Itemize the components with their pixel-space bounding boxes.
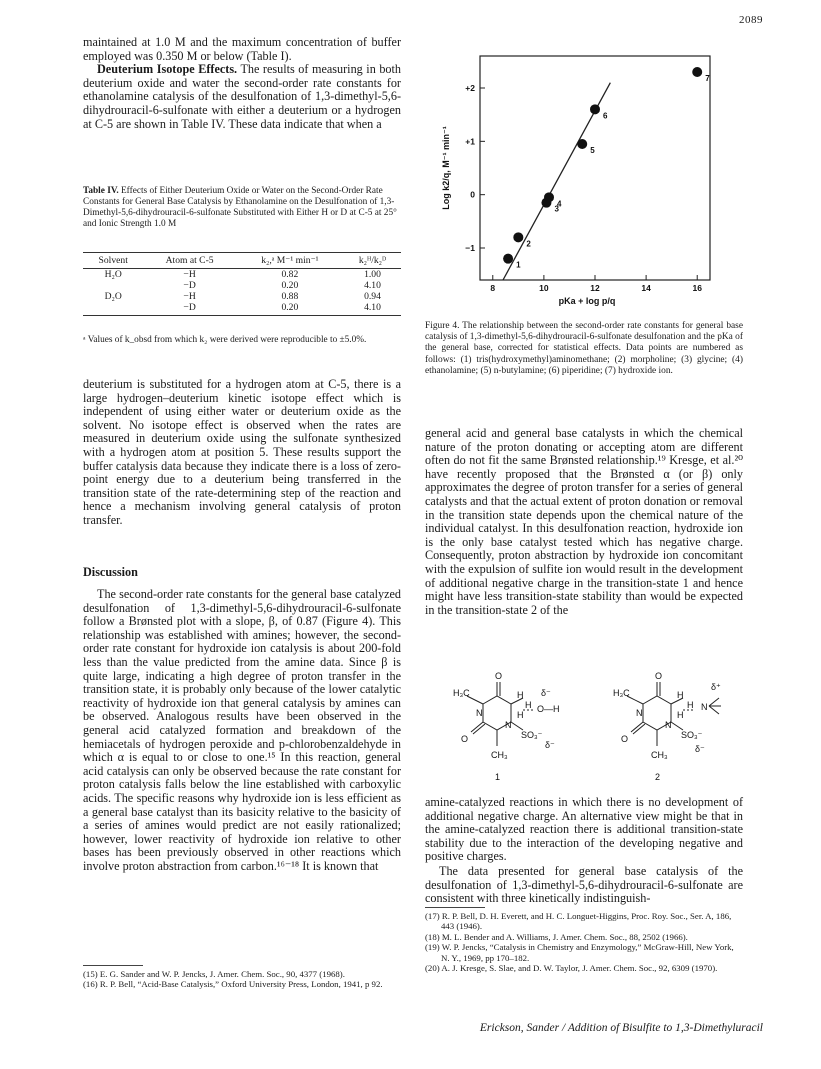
methyl-label: H₃C (613, 688, 630, 698)
table-header: k₂,ᵃ M⁻¹ min⁻¹ (236, 253, 344, 269)
reference-item: (16) R. P. Bell, “Acid-Base Catalysis,” Oxford University Press, London, 1941, p 92. (83, 979, 383, 990)
carbonyl-o: O (461, 734, 469, 744)
delta-minus-label: δ⁻ (545, 740, 555, 750)
data-point-label: 4 (557, 199, 562, 209)
y-tick-label: 0 (470, 189, 475, 200)
table-header: Solvent (83, 253, 143, 269)
table-row (83, 302, 401, 316)
data-point-label: 7 (705, 74, 710, 83)
left-references (83, 969, 401, 990)
discussion-paragraph: The second-order rate constants for the general base catalyzed desulfonation of 1,3-dimethyl-5,6-dihydrouracil-6-sulfonate follow a Brønsted plot with a slope, β, of 0.87 (Figure 4). This relationship was established with amines; however, the second-order rate constant for hydroxide ion catalysis is about 200-fold less than the value predicted from the amine data. Since β is quite large, indicating a high degree of proton transfer in the transition state, it is probably only because of the lower catalytic reactivity of hydroxide ion that general catalysis by amines can be observed. Analogous results have been observed in the general acid catalyzed formation and breakdown of the hemiacetals of hydrogen peroxide and p-chlorobenzaldehyde in which α is equal to or close to one.¹⁵ In this reaction, general acid catalysis can only be observed because the rate constant for proton catalysis falls below the line established with carboxylic acids. The specific reasons why hydroxide ion is less efficient as a general base catalyst than its basicity relative to the basicity of a series of amines would predict are not easily rationalized; however, lower reactivity of hydroxide ion relative to other bases has been previously observed in other reactions which involve proton abstraction from carbon.¹⁶⁻¹⁸ It is known that (83, 587, 401, 873)
table-cell: −D (183, 280, 196, 291)
data-point (590, 104, 600, 114)
carbonyl-o: O (621, 734, 629, 744)
table-label: Table IV. (83, 186, 119, 196)
footnote-rule (83, 965, 143, 966)
sulfonate-label: SO₃⁻ (681, 730, 703, 740)
y-tick-label: −1 (465, 243, 475, 253)
reference-item: (17) R. P. Bell, D. H. Everett, and H. C. Longuet-Higgins, Proc. Roy. Soc., Ser. A, 186, 443 (1946). (425, 911, 732, 932)
table-cell: 0.20 (281, 280, 299, 291)
table-iv (83, 252, 401, 316)
ring-n: N (636, 708, 643, 718)
methyl-label: H₃C (453, 688, 470, 698)
right-paragraph-1: general acid and general base catalysts in which the chemical nature of the proton donating or accepting atom are different often do not fit the same Brønsted relationship.¹⁹ Kresge, et al.²⁰ have recently proposed that the Brønsted α (or β) only approximates the degree of proton transfer for a series of general catalysts and that the actual extent of proton donation or removal in the transition state depends upon the chemical nature of the individual catalyst. In this desulfonation reaction, hydroxide ion is the only base catalyst tested which has negative charge. Consequently, proton abstraction by hydroxide ion concomitant with the expulsion of sulfite ion would result in the development of additional negative charge in the transition-state 1 and hence might have less transition-state stability than would be expected in the transition-state 2 of the (425, 426, 743, 617)
hydrogen-label: H (517, 690, 524, 700)
table-cell: 4.10 (364, 280, 381, 291)
carbonyl-o: O (495, 671, 503, 681)
data-point-label: 3 (554, 204, 559, 214)
x-tick-label: 8 (490, 283, 496, 293)
table-cell: 4.10 (344, 302, 401, 316)
right-references (425, 911, 743, 973)
transition-state-scheme (425, 666, 743, 792)
isotope-heading: Deuterium Isotope Effects. (97, 62, 238, 77)
delta-minus-label: δ⁻ (541, 688, 551, 698)
structure-label-2: 2 (655, 772, 661, 782)
after-table-paragraph: deuterium is substituted for a hydrogen atom at C-5, there is a large hydrogen–deuterium kinetic isotope effect which is independent of using either water or deuterium oxide as the solvent. No isotope effect is observed when the rates are measured in deuterium oxide using the sulfonate synthesized with a hydrogen atom at position 5. These results support the buffer catalysis data because they indicate there is a loss of zero-point energy due to a deuterium being transferred in the transition state of the rate-determining step of the reaction and hence a mechanism involving general catalysis of proton transfer. (83, 377, 401, 527)
footnote-rule (425, 907, 485, 908)
table-header: k₂ᴴ/k₂ᴰ (344, 253, 401, 269)
data-point-label: 1 (516, 260, 521, 270)
methyl-label: CH₃ (651, 750, 668, 760)
x-axis-label: pKa + log p/q (558, 296, 616, 306)
x-tick-label: 10 (539, 283, 549, 293)
table-cell: 0.20 (236, 302, 344, 316)
data-point (503, 254, 513, 264)
data-point (692, 67, 702, 77)
isotope-paragraph (83, 63, 401, 131)
delta-plus-label: δ⁺ (711, 682, 721, 692)
figure-4-chart (435, 48, 735, 310)
table-cell: −D (143, 302, 235, 316)
x-tick-label: 16 (692, 283, 702, 293)
data-point-label: 2 (526, 239, 531, 249)
intro-paragraph: maintained at 1.0 M and the maximum concentration of buffer employed was 0.350 M or below (Table I). (83, 35, 401, 63)
right-paragraph-3: The data presented for general base catalysis of the desulfonation of 1,3-dimethyl-5,6-dihydrouracil-6-sulfonate are consistent with three kinetically indistinguish- (425, 864, 743, 906)
discussion-heading: Discussion (83, 565, 138, 579)
methyl-label: CH₃ (491, 750, 508, 760)
delta-minus-label: δ⁻ (695, 744, 705, 754)
sulfonate-label: SO₃⁻ (521, 730, 543, 740)
y-tick-label: +2 (465, 83, 475, 93)
table-cell: H₂O (104, 269, 122, 280)
hydrogen-label: H (525, 700, 532, 710)
table-cell: 1.00 (364, 269, 381, 280)
table-cell: −H (183, 291, 196, 302)
data-table (83, 252, 401, 316)
chart-root (441, 56, 710, 306)
hydroxide-label: O—H (537, 704, 560, 714)
table-header: Atom at C-5 (143, 253, 235, 269)
carbonyl-o: O (655, 671, 663, 681)
right-paragraph-2: amine-catalyzed reactions in which there is no development of additional negative charge. An alternative view might be that in the amine-catalyzed reaction there is additional transition-state stability due to the interaction of the developing negative and positive charges. (425, 795, 743, 864)
table-cell (83, 280, 143, 291)
ring-n: N (665, 720, 672, 730)
table-row (83, 291, 401, 302)
table-cell: 0.94 (364, 291, 381, 302)
isotope-text: The results of measuring in both deuterium oxide and water the second-order rate constants for ethanolamine catalysis of the desulfonation of 1,3-dimethyl-5,6-dihydrouracil-6-sulfonate with either a deuterium or a hydrogen at C-5 are shown in Table IV. These data indicate that when a (83, 62, 401, 131)
table-cell: D₂O (104, 291, 122, 302)
table-row (83, 280, 401, 291)
data-point-label: 5 (590, 146, 595, 155)
left-intro (83, 36, 401, 131)
data-point (577, 139, 587, 149)
hydrogen-label: H (677, 710, 684, 720)
amine-n: N (701, 702, 708, 712)
y-axis-label: Log k2/q, M⁻¹ min⁻¹ (441, 126, 451, 210)
reference-item: (18) M. L. Bender and A. Williams, J. Amer. Chem. Soc., 88, 2502 (1966). (425, 931, 688, 942)
data-point (544, 192, 554, 202)
table-footnote: ᵃ Values of k_obsd from which k₂ were derived were reproducible to ±5.0%. (83, 335, 367, 345)
table-cell (83, 302, 143, 316)
figure-caption: Figure 4. The relationship between the second-order rate constants for general base catalysis of 1,3-dimethyl-5,6-dihydrouracil-6-sulfonate desulfonation and the pKa of the general base, corrected for statistical effects. Data points are numbered as follows: (1) tris(hydroxymethyl)aminomethane; (2) morpholine; (3) glycine; (4) ethanolamine; (5) n-butylamine; (6) piperidine; (7) hydroxide ion. (425, 321, 743, 376)
plot-frame (480, 56, 710, 280)
reference-item: (20) A. J. Kresge, S. Slae, and D. W. Taylor, J. Amer. Chem. Soc., 92, 6309 (1970). (425, 963, 718, 974)
table-caption (83, 186, 401, 230)
x-tick-label: 14 (641, 283, 651, 293)
table-cell: 0.88 (281, 291, 299, 302)
hydrogen-label: H (517, 710, 524, 720)
ring-n: N (505, 720, 512, 730)
hydrogen-label: H (687, 700, 694, 710)
data-point-label: 6 (603, 111, 608, 121)
table-cell: −H (183, 269, 196, 280)
y-tick-label: +1 (465, 136, 475, 147)
x-tick-label: 12 (590, 283, 600, 293)
table-header-row (83, 253, 401, 269)
hydrogen-label: H (677, 690, 684, 700)
table-row (83, 269, 401, 281)
reference-item: (19) W. P. Jencks, “Catalysis in Chemistry and Enzymology,” McGraw-Hill, New York, N. Y., 1969, pp 170–182. (425, 942, 734, 963)
running-footer: Erickson, Sander / Addition of Bisulfite to 1,3-Dimethyluracil (479, 1022, 763, 1034)
data-point (513, 232, 523, 242)
table-cell: 0.82 (281, 269, 299, 280)
table-caption-text: Effects of Either Deuterium Oxide or Water on the Second-Order Rate Constants for General Base Catalysis by Ethanolamine on the Desulfonation of 1,3-Dimethyl-5,6-dihydrouracil-6-sulfonate Substituted with Either H or D at C-5 at 25° and Ionic Strength 1.0 M (83, 186, 397, 229)
ring-n: N (476, 708, 483, 718)
reference-item: (15) E. G. Sander and W. P. Jencks, J. Amer. Chem. Soc., 90, 4377 (1968). (83, 969, 345, 979)
structure-label-1: 1 (495, 772, 501, 782)
page-number: 2089 (739, 14, 763, 26)
